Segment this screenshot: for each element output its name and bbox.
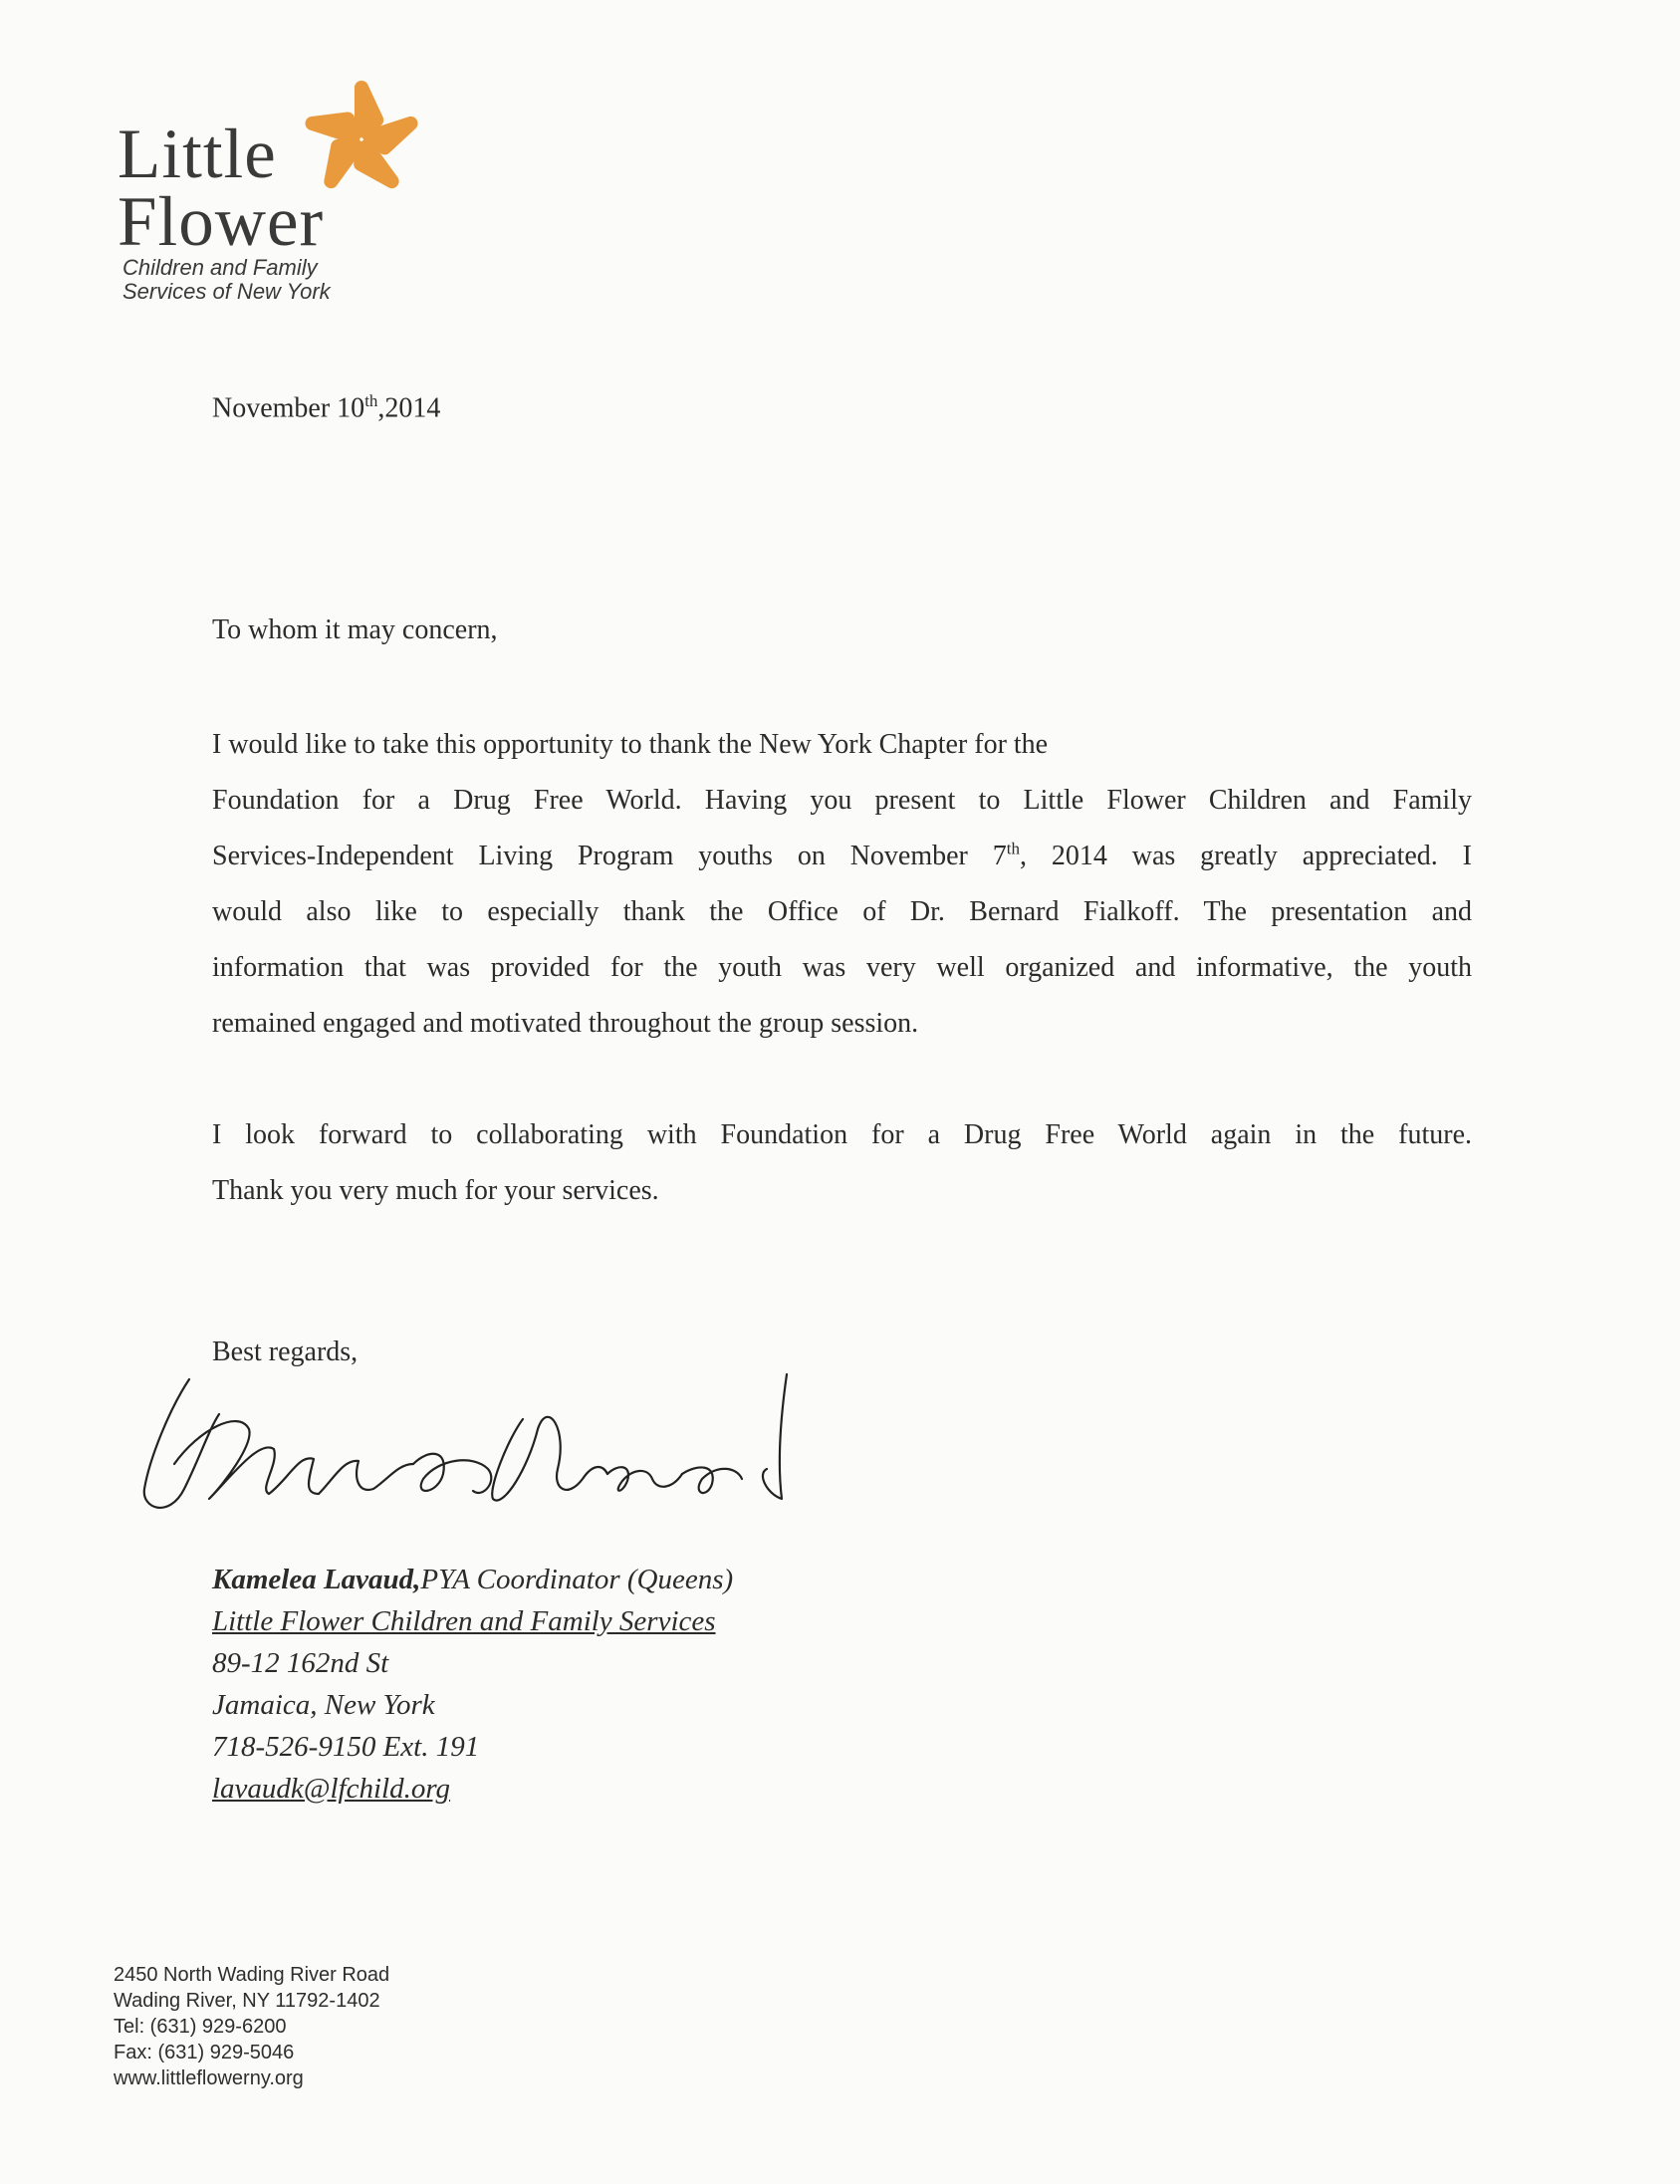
letter-date — [212, 391, 440, 424]
signer-title: PYA Coordinator (Queens) — [420, 1564, 734, 1595]
footer-fax: Fax: (631) 929-5046 — [114, 2042, 295, 2063]
salutation: To whom it may concern, — [212, 614, 498, 645]
logo-tagline-line2: Services of New York — [122, 279, 331, 304]
signer-city: Jamaica, New York — [212, 1689, 435, 1721]
signer-name: Kamelea Lavaud, — [212, 1564, 421, 1595]
date-year: ,2014 — [377, 392, 441, 424]
paragraph-thanks — [212, 717, 1472, 1052]
paragraph-line: would also like to especially thank the Office of Dr. Bernard Fialkoff. The presentation and — [212, 896, 1472, 927]
paragraph-line-part: Services-Independent Living Program youths on November 7 — [212, 841, 1007, 871]
date-ordinal: th — [364, 391, 378, 410]
signer-phone: 718-526-9150 Ext. 191 — [212, 1731, 480, 1763]
paragraph-line: Thank you very much for your services. — [212, 1175, 659, 1206]
paragraph-line: Foundation for a Drug Free World. Having you present to Little Flower Children and Family — [212, 785, 1472, 816]
paragraph-future — [212, 1107, 1472, 1219]
paragraph-line — [212, 829, 1472, 884]
paragraph-line: information that was provided for the youth was very well organized and informative, the youth — [212, 952, 1472, 983]
letterhead-footer — [114, 1962, 389, 2091]
logo-name-line2: Flower — [118, 183, 325, 261]
date-month-day: November 10 — [212, 392, 365, 424]
handwritten-signature — [129, 1369, 827, 1529]
signature-block — [212, 1559, 733, 1810]
signer-organization: Little Flower Children and Family Services — [212, 1605, 716, 1637]
organization-logo — [118, 75, 436, 314]
paragraph-line: I look forward to collaborating with Foundation for a Drug Free World again in the future. — [212, 1119, 1472, 1150]
signer-street: 89-12 162nd St — [212, 1647, 389, 1679]
footer-address-line2: Wading River, NY 11792-1402 — [114, 1990, 380, 2012]
closing: Best regards, — [212, 1336, 359, 1367]
signer-line — [212, 1559, 733, 1600]
ordinal-suffix: th — [1006, 839, 1020, 858]
signer-email: lavaudk@lfchild.org — [212, 1773, 451, 1805]
footer-tel: Tel: (631) 929-6200 — [114, 2016, 287, 2038]
logo-tagline-line1: Children and Family — [122, 255, 318, 280]
footer-address-line1: 2450 North Wading River Road — [114, 1964, 390, 1986]
logo-name-line1: Little — [118, 116, 277, 193]
footer-website: www.littleflowerny.org — [114, 2067, 304, 2089]
paragraph-line: remained engaged and motivated throughout the group session. — [212, 1008, 919, 1039]
paragraph-line: I would like to take this opportunity to thank the New York Chapter for the — [212, 729, 1049, 760]
paragraph-line-part: , 2014 was greatly appreciated. I — [1020, 841, 1472, 871]
